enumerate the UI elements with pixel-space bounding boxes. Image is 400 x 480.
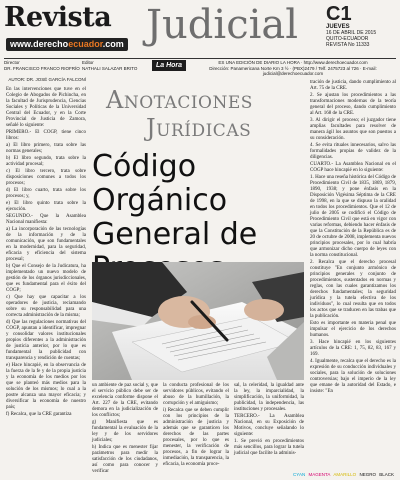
section-code: C1: [326, 3, 352, 25]
issue-city: QUITO-ECUADOR: [326, 36, 369, 42]
article-author: AUTOR: DR. JOSÉ GARCÍA FALCONÍ: [8, 77, 86, 82]
paragraph: 1. Se previó en procedimientos más sencillos, para lograr la tutela judicial que facilite la adminis-: [234, 439, 304, 456]
paragraph: d) Que las regulaciones normativas del COGP, apuntan a identificar, impregnar y consolidar valores institucionales propios diferentes a la administración de justicia anterior, por lo que es fundamental la publicidad con transparencia y rendición de cuentas;: [6, 320, 86, 361]
credit-director-role: Director: [4, 60, 20, 65]
paragraph: 3. Hace hincapié en los siguientes artículos de la CRE: 1, 75, 82, 83, 167 y 169.: [310, 340, 396, 357]
paragraph: d) El libro cuarto, trata sobre los procesos; y,: [6, 188, 86, 199]
logo-title-revista: Revista: [4, 2, 112, 33]
paragraph: a) El libro primero, trata sobre las normas generales;: [6, 143, 86, 154]
paragraph: 1. Hace una reseña histórica del Código de Procedimiento Civil de 1835, 1869, 1879, 1890, 1938; y pone énfasis en la Disposición Vigésima Séptima de la CRE de 1998, en la que se dispuso la oralidad en todos los procedimientos. Que el 12 de julio de 2005 se codificó el Código de Procedimiento Civil que está en vigor con varias reformas, debiendo hacer énfasis de que la Constitución de la República es de 20 de octubre de 2008, implementa nuevos principios procesales, por lo cual habría que armonizar dicho cuerpo de leyes con la norma constitucional.: [310, 175, 396, 258]
paragraph: h) Indica que es menester fijar parámetros para medir la satisfacción de los ciudadanos, así como para conocer y verificar: [92, 445, 158, 474]
color-mark-negro: NEGRO: [359, 472, 376, 477]
paragraph: e) Hace hincapié, en la observancia de la fuerza de la fe y de la propia justicia y la economía de los medios por los que se planteó más medios para la solución de los mismos; lo cual a la postre alcanza una mayor eficacia; y diversificar la economía de nuestro país;: [6, 363, 86, 410]
paragraph: 3. Al dirigir el proceso; el juzgador tiene amplias facultades para resolver de manera ágil los asuntos que son puestos a su consideración.: [310, 118, 396, 141]
url-highlight: ecuador: [68, 39, 103, 49]
paragraph: PRIMERO.- El COGP, tiene cinco libros:: [6, 130, 86, 141]
section-info: [326, 4, 394, 48]
credits-contact: [190, 60, 396, 77]
paragraph: TERCERO.- La Asamblea Nacional, en su Exposición de Motivos, concluye señalando lo siguiente:: [234, 414, 304, 437]
article-photo: [92, 262, 304, 380]
paragraph: b) El libro segundo, trata sobre la actividad procesal;: [6, 156, 86, 167]
article-column-5: [310, 80, 396, 470]
paragraph: En las intervenciones que tuve en el Colegio de Abogados de Pichincha, en la facultad de Jurisprudencia, Ciencias Sociales y Políticas de la Universidad Central del Ecuador, y en la Corte Provincial de Justicia de Zamora, señalé lo siguiente:: [6, 87, 86, 128]
print-color-marks: [291, 472, 394, 477]
paragraph: e) El libro quinto trata sobre la ejecución.: [6, 201, 86, 212]
article-column-2: [92, 383, 158, 473]
paragraph: sal, la celeridad, la igualdad ante la ley, la imparcialidad, la simplificación, la uniformidad, la publicidad, la independencia, las instituciones y procesales.: [234, 383, 304, 412]
paragraph: Esto es importante en materia penal que impulsar el ejercicio de los derechos humanos.: [310, 321, 396, 338]
paragraph: c) El libro tercero, trata sobre disposiciones comunes a todos los procesos;: [6, 169, 86, 186]
credit-director: [4, 60, 80, 71]
url-prefix: www.derecho: [10, 39, 69, 49]
section-title-line-2: Jurídicas: [146, 114, 252, 142]
issue-date: 16 DE ABRIL DE 2015: [326, 30, 377, 36]
credits-bar: [4, 58, 396, 76]
paragraph: c) Que hay que capacitar a los operadores de justicia, reciamando sobre su responsabilidad para una correcta administración de la misma;: [6, 295, 86, 318]
credits-edition-line: ES UNA EDICIÓN DE DIARIO LA HORA · http://www.derechoecuador.com: [218, 60, 368, 65]
la-hora-logo: La Hora: [152, 60, 186, 71]
article-headline: Código Orgánico General de: [92, 149, 258, 252]
article-column-1: [6, 77, 86, 469]
paragraph: tración de justicia, dando cumplimiento al Art. 75 de la CRE.: [310, 80, 396, 91]
color-mark-yellow: AMARILLO: [333, 472, 357, 477]
article-column-3: [163, 383, 229, 473]
paragraph: un ambiente de paz social y, que el servicio público debe ser de excelencia conforme dispone el Art. 227 de la CRE, evitando demora en la judicialización de los conflictos;: [92, 383, 158, 418]
paragraph: CUARTO.- La Asamblea Nacional en el COGP hace hincapié en lo siguiente:: [310, 162, 396, 173]
paragraph: 2. Se ajustan los procedimientos a las transformaciones modernas de la teoría general del proceso, dando cumplimiento al Art. 168 de la CRE.: [310, 93, 396, 116]
article-column-4: [234, 383, 304, 473]
logo-title-judicial: Judicial: [146, 2, 299, 48]
paragraph: 2. Recalca que el derecho procesal constituye "En conjunto armónico de principios generales y conjunto de procedimientos, sustentados en normas y reglas, con las cuales garantizamos los derechos fundamentales; la seguridad jurídica y la tutela efectiva de los individuos", lo cual resulta que en todos los actos que se traducen en las trabas que la publicación.: [310, 260, 396, 319]
section-title: [106, 86, 316, 142]
masthead: [0, 0, 400, 76]
color-mark-cyan: CYAN: [293, 472, 306, 477]
paragraph: f) Recalca, que la CRE garantiza: [6, 412, 72, 417]
paragraph: SEGUNDO.- Que la Asamblea Nacional manifiesta:: [6, 214, 86, 225]
revista-logo: [4, 2, 139, 60]
paragraph: i) Recalca que se deben cumplir con los principios de la administración de justicia y además que se garanticen los derechos de las partes procesales, por lo que es menester, la verificación de procesos, a fin de lograr la inmediación, la transparencia, la eficacia, la economía proce-: [163, 408, 229, 467]
paragraph: la conducta profesional de los servidores públicos, evitando el abuso de la humillación, la corrupción y el amiguismo;: [163, 383, 229, 406]
paragraph: b) Que el Consejo de la Judicatura, ha implementado un nuevo modelo de gestión de los órganos jurisdiccionales, que es fundamental para el éxito del COGP;: [6, 264, 86, 293]
signing-documents-image: [92, 262, 304, 380]
section-title-line-1: Anotaciones: [106, 86, 253, 114]
credit-editor-name: NATHALI SALAZAR BRITO: [82, 65, 138, 71]
logo-url-badge[interactable]: [6, 38, 128, 51]
paragraph: 4. Se evita rituales innecesarios, salvo las formalidades propias de validez de la diligencias.: [310, 143, 396, 160]
paragraph: g) Manifiesta que es fundamental la evaluación de la ley y de los servidores judiciales;: [92, 420, 158, 443]
color-mark-black: BLACK: [379, 472, 394, 477]
paragraph: a) La incorporación de las tecnologías de la información y de la comunicación, que son fundamentales en la modernidad, para la seguridad, eficacia y eficiencia del sistema procesal;: [6, 227, 86, 262]
issue-number: REVISTA No 11333: [326, 42, 370, 48]
credit-director-name: DR. FRANCISCO FRANCO RIOFRÍO: [4, 65, 80, 71]
credit-editor-role: Editor: [82, 60, 94, 65]
color-mark-magenta: MAGENTA: [308, 472, 331, 477]
issue-day: JUEVES: [326, 24, 350, 30]
credit-editor: [82, 60, 137, 71]
url-suffix: .com: [102, 39, 124, 49]
paragraph: 4. Igualmente, recalca que el derecho es la expresión de su conducción individuales y sociales, para la solución de soluciones controversias; bajo el imperio de la ley que emane de la autoridad del Estado, e insiste: "En: [310, 359, 396, 394]
credits-address-line: Dirección: Panamericana Norte Km 3 ½ · (PBX)2479 / Telf. 2475723 al 726 · E-mail: judicial@derechoecuador.com: [209, 65, 377, 76]
